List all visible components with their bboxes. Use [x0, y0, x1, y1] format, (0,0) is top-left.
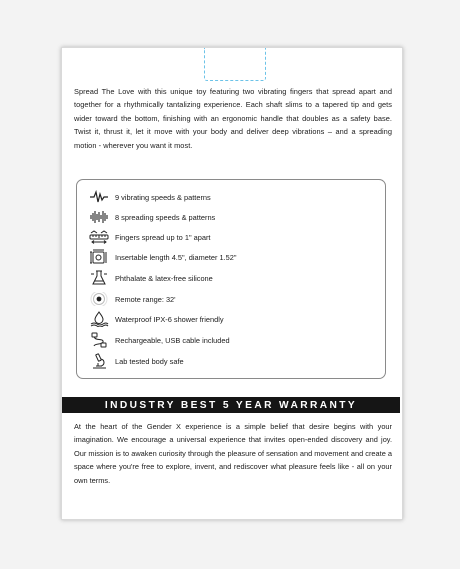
spread-ruler-icon	[89, 229, 109, 245]
feature-label: Fingers spread up to 1" apart	[115, 232, 211, 242]
feature-item	[89, 269, 213, 287]
product-card	[61, 47, 403, 520]
feature-item	[89, 248, 237, 266]
feature-label: Insertable length 4.5", diameter 1.52"	[115, 252, 237, 262]
feature-item	[89, 188, 211, 206]
sound-bars-icon	[89, 209, 109, 225]
feature-item	[89, 208, 215, 226]
microscope-icon	[89, 353, 109, 369]
features-box	[76, 179, 386, 379]
brand-paragraph: At the heart of the Gender X experience is a simple belief that desire begins with your imagination. We encourage a universal experience that invites open-ended discovery and joy. Our mission is to awaken curiosity through the pleasure of sensation and movement and create a space where you're free to explore, invent, and rediscover what pleasure feels like - all on your own terms.	[74, 422, 392, 485]
ruler-box-icon	[89, 249, 109, 265]
feature-item	[89, 331, 230, 349]
remote-signal-icon	[89, 291, 109, 307]
feature-label: Phthalate & latex-free silicone	[115, 273, 213, 283]
feature-label: Waterproof IPX-6 shower friendly	[115, 314, 224, 324]
feature-label: 8 spreading speeds & patterns	[115, 212, 216, 222]
feature-item	[89, 352, 184, 370]
feature-item	[89, 228, 210, 246]
feature-label: 9 vibrating speeds & patterns	[115, 192, 211, 202]
feature-item	[89, 310, 224, 328]
water-drop-icon	[89, 311, 109, 327]
feature-label: Lab tested body safe	[115, 356, 184, 366]
intro-paragraph: Spread The Love with this unique toy featuring two vibrating fingers that spread apart and together for a rhythmically tantalizing experience. Each shaft slims to a tapered tip and gets wider toward the bottom, finishing with an ergonomic handle that doubles as a safety base. Twist it, thrust it, let it move with your body and deliver deep vibrations – and a spreading motion - wherever you want it most.	[74, 87, 392, 150]
heartbeat-wave-icon	[89, 189, 109, 205]
warranty-banner: INDUSTRY BEST 5 YEAR WARRANTY	[62, 397, 400, 413]
feature-label: Remote range: 32'	[115, 294, 176, 304]
flask-icon	[89, 270, 109, 286]
usb-cable-icon	[89, 332, 109, 348]
hang-tab-cutout	[204, 48, 266, 81]
feature-label: Rechargeable, USB cable included	[115, 335, 230, 345]
feature-item	[89, 290, 176, 308]
